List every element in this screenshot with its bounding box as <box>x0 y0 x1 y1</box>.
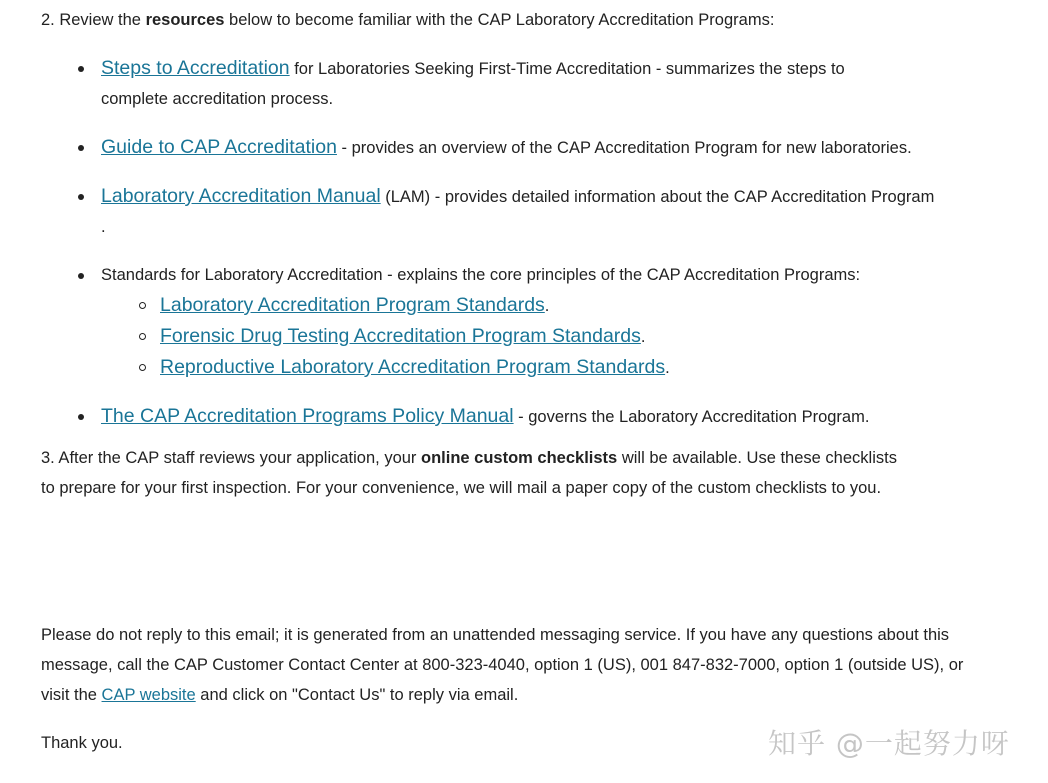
step-2-paragraph <box>41 5 1001 35</box>
bullet-icon <box>78 145 84 151</box>
standards-text: Standards for Laboratory Accreditation - explains the core principles of the CAP Accreditation Programs: <box>101 266 861 284</box>
resources-list <box>78 53 968 432</box>
step-3-bold: online custom checklists <box>421 449 618 467</box>
sublist-item-text: . <box>640 328 646 346</box>
sublist-item-text: . <box>544 297 550 315</box>
list-item <box>78 132 968 163</box>
standards-sublist <box>78 290 968 383</box>
reproductive-lab-standards-link[interactable]: Reproductive Laboratory Accreditation Program Standards <box>160 356 666 378</box>
list-item-text: - provides an overview of the CAP Accreditation Program for new laboratories. <box>336 139 912 157</box>
sublist-item <box>78 290 968 321</box>
circle-bullet-icon <box>139 302 146 309</box>
list-item-text: - governs the Laboratory Accreditation Program. <box>513 408 870 426</box>
footer-suffix: and click on "Contact Us" to reply via email. <box>195 686 519 704</box>
footer-paragraph <box>41 620 966 710</box>
bullet-icon <box>78 414 84 420</box>
bullet-icon <box>78 273 84 279</box>
bullet-icon <box>78 66 84 72</box>
thank-you: Thank you. <box>41 734 123 752</box>
list-item <box>78 53 901 114</box>
step-2-suffix: below to become familiar with the CAP Laboratory Accreditation Programs: <box>224 11 775 29</box>
step-3-suffix: will be available. Use these checklists to prepare for your first inspection. For your convenience, we will mail a paper copy of the custom checklists to you. <box>41 449 897 497</box>
laboratory-accreditation-manual-link[interactable]: Laboratory Accreditation Manual <box>101 185 381 207</box>
list-item <box>78 260 968 383</box>
bullet-icon <box>78 194 84 200</box>
sublist-item <box>78 321 968 352</box>
list-item-text: for Laboratories Seeking First-Time Accreditation - summarizes the steps to complete accreditation process. <box>101 60 845 108</box>
list-item <box>78 401 968 432</box>
footer-prefix: Please do not reply to this email; it is generated from an unattended messaging service. If you have any questions about this message, call the CAP Customer Contact Center at 800-323-4040, option 1 (US), 001 847-832-7000, option 1 (outside US), or visit the <box>41 626 964 704</box>
step-3-paragraph <box>41 443 911 503</box>
forensic-drug-testing-standards-link[interactable]: Forensic Drug Testing Accreditation Program Standards <box>160 325 641 347</box>
sublist-item-text: . <box>665 359 670 377</box>
circle-bullet-icon <box>139 364 146 371</box>
list-item <box>78 181 941 242</box>
policy-manual-link[interactable]: The CAP Accreditation Programs Policy Manual <box>101 405 514 427</box>
list-item-text: (LAM) - provides detailed information about the CAP Accreditation Program . <box>101 188 935 236</box>
sublist-item <box>78 352 968 383</box>
circle-bullet-icon <box>139 333 146 340</box>
cap-website-link[interactable]: CAP website <box>101 686 196 704</box>
step-2-prefix: 2. Review the <box>41 11 146 29</box>
step-2-bold: resources <box>145 11 225 29</box>
step-3-prefix: 3. After the CAP staff reviews your application, your <box>41 449 421 467</box>
lab-accreditation-standards-link[interactable]: Laboratory Accreditation Program Standards <box>160 294 545 316</box>
steps-to-accreditation-link[interactable]: Steps to Accreditation <box>101 57 290 79</box>
zhihu-watermark: 知乎 @一起努力呀 <box>768 727 1010 760</box>
guide-to-cap-accreditation-link[interactable]: Guide to CAP Accreditation <box>101 136 337 158</box>
